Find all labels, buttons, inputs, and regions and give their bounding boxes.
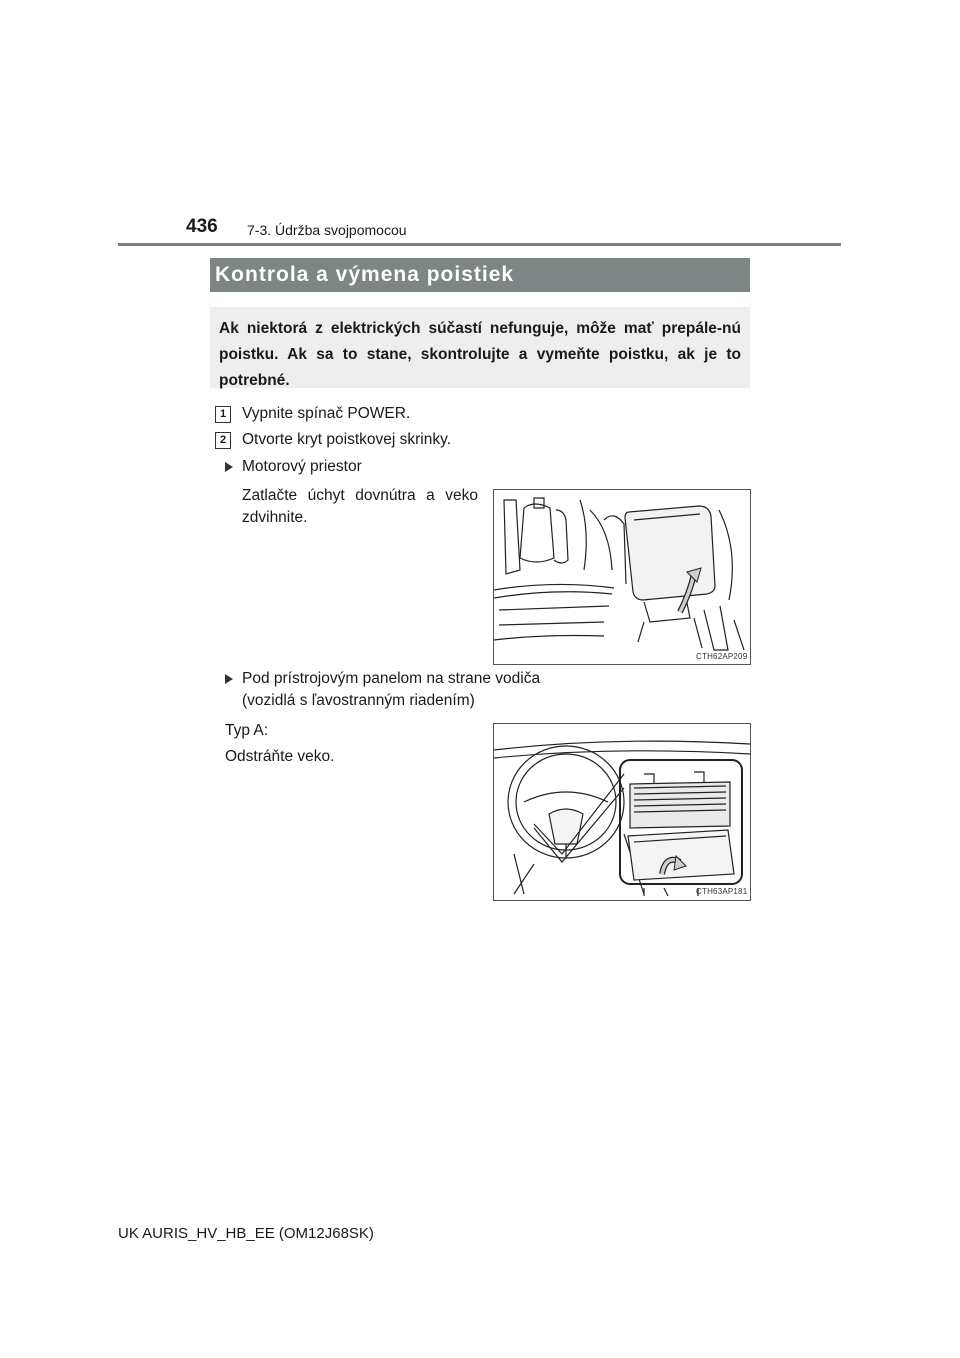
intro-box: Ak niektorá z elektrických súčastí nefunguje, môže mať prepále-nú poistku. Ak sa to stane, skontrolujte a vymeňte poistku, ak je to potrebné. bbox=[210, 307, 750, 388]
bullet-text-line2: (vozidlá s ľavostranným riadením) bbox=[242, 692, 475, 709]
step-number-box: 2 bbox=[215, 432, 231, 449]
triangle-bullet-icon bbox=[225, 674, 233, 684]
engine-instruction-line1: Zatlačte úchyt dovnútra a veko bbox=[242, 487, 478, 504]
step-text: Vypnite spínač POWER. bbox=[242, 405, 411, 422]
footer-document-code: UK AURIS_HV_HB_EE (OM12J68SK) bbox=[118, 1225, 374, 1242]
figure-code: CTH63AP181 bbox=[696, 887, 748, 896]
figure-code: CTH62AP209 bbox=[696, 652, 748, 661]
step-text: Otvorte kryt poistkovej skrinky. bbox=[242, 431, 452, 448]
figure-dashboard-fuse-box bbox=[493, 723, 751, 901]
section-title: Kontrola a výmena poistiek bbox=[210, 258, 750, 292]
engine-illustration bbox=[494, 490, 750, 664]
bullet-text: Pod prístrojovým panelom na strane vodiča bbox=[242, 670, 541, 687]
type-a-instruction: Odstráňte veko. bbox=[225, 748, 335, 765]
triangle-bullet-icon bbox=[225, 462, 233, 472]
figure-engine-fuse-box bbox=[493, 489, 751, 665]
dashboard-illustration bbox=[494, 724, 750, 900]
header-rule bbox=[118, 243, 841, 246]
type-a-label: Typ A: bbox=[225, 722, 269, 739]
step-number-box: 1 bbox=[215, 406, 231, 423]
section-label: 7-3. Údržba svojpomocou bbox=[247, 222, 407, 238]
bullet-text: Motorový priestor bbox=[242, 458, 362, 475]
engine-instruction-line2: zdvihnite. bbox=[242, 509, 308, 526]
page-number: 436 bbox=[186, 216, 218, 237]
